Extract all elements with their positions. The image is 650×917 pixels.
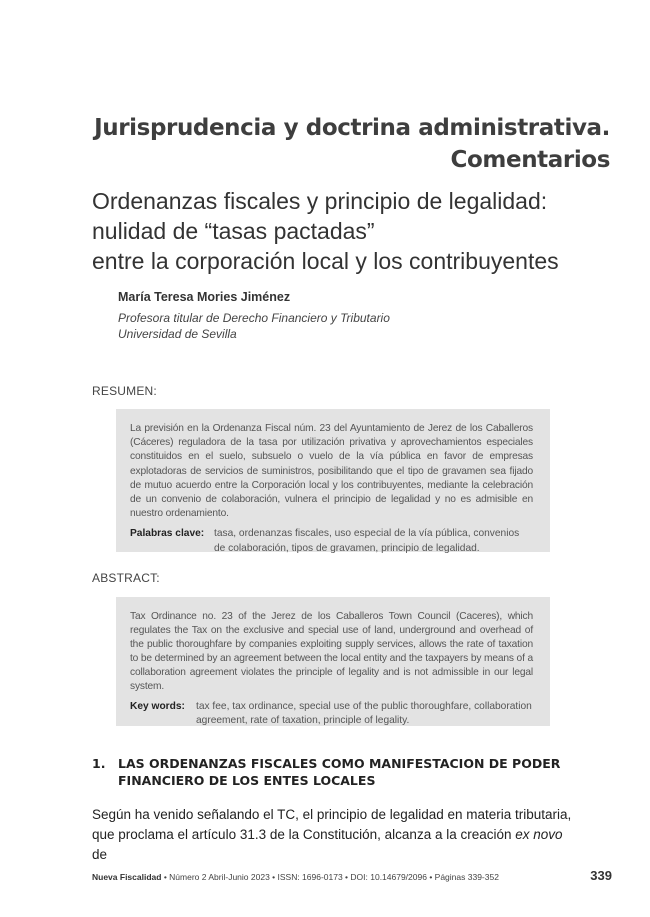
abstract-text: Tax Ordinance no. 23 of the Jerez de los Caballeros Town Council (Caceres), which regulates the Tax on the exclusive and special use of land, underground and overhead of the public thoroughfare by companies exploiting supply services, allows the rate of taxation to be determined by an agreement between the local entity and the taxpayers by means of a collaboration agreement violates the principle of legality and is not admissible in our legal system. bbox=[130, 611, 533, 692]
author-block bbox=[118, 290, 390, 342]
resumen-keywords bbox=[130, 527, 533, 555]
article-title-line: Ordenanzas fiscales y principio de legalidad: bbox=[92, 188, 548, 214]
footer-journal: Nueva Fiscalidad bbox=[92, 872, 162, 882]
resumen-label: RESUMEN: bbox=[92, 384, 157, 398]
body-text-italic: ex novo bbox=[515, 827, 563, 842]
abstract-keywords-label: Key words: bbox=[130, 701, 185, 712]
body-paragraph bbox=[92, 805, 574, 865]
resumen-box bbox=[116, 409, 550, 552]
section-title bbox=[94, 112, 610, 176]
footer-details: • Número 2 Abril-Junio 2023 • ISSN: 1696-0173 • DOI: 10.14679/2096 • Páginas 339-352 bbox=[161, 872, 499, 882]
abstract-label: ABSTRACT: bbox=[92, 571, 160, 585]
abstract-box bbox=[116, 597, 550, 726]
section-heading bbox=[92, 755, 562, 789]
page-footer bbox=[92, 868, 612, 883]
body-text-start: Según ha venido señalando el TC, el principio de legalidad en materia tributaria, que proclama el artículo 31.3 de la Constitución, alcanza a la creación bbox=[92, 807, 572, 842]
footer-info bbox=[92, 872, 499, 882]
author-affiliation: Universidad de Sevilla bbox=[118, 327, 237, 341]
body-text-end: de bbox=[92, 847, 108, 862]
author-position: Profesora titular de Derecho Financiero y Tributario bbox=[118, 311, 390, 325]
section-title-line2: Comentarios bbox=[450, 147, 610, 173]
article-title-line: nulidad de “tasas pactadas” bbox=[92, 218, 375, 244]
section-heading-text: LAS ORDENANZAS FISCALES COMO MANIFESTACION DE PODER FINANCIERO DE LOS ENTES LOCALES bbox=[118, 756, 561, 788]
resumen-keywords-label: Palabras clave: bbox=[130, 528, 205, 540]
resumen-keywords-text: tasa, ordenanzas fiscales, uso especial de la vía pública, convenios de colaboración, tipos de gravamen, principio de legalidad. bbox=[214, 528, 520, 554]
article-title-line: entre la corporación local y los contribuyentes bbox=[92, 248, 559, 274]
article-title bbox=[92, 186, 612, 276]
resumen-text: La previsión en la Ordenanza Fiscal núm. 23 del Ayuntamiento de Jerez de los Caballeros (Cáceres) reguladora de la tasa por utilización privativa y aprovechamientos especiales constituidos en el suelo, subsuelo o vuelo de la vía pública en favor de empresas explotadoras de servicios de suministros, posibilitando que el tipo de gravamen sea fijado de mutuo acuerdo entre la Corporación local y los contribuyentes, mediante la celebración de un convenio de colaboración, vulnera el principio de legalidad y no es admisible en nuestro ordenamiento. bbox=[130, 423, 533, 520]
abstract-keywords-text: tax fee, tax ordinance, special use of the public thoroughfare, collaboration agreement, rate of taxation, principle of legality. bbox=[196, 701, 532, 726]
author-name: María Teresa Mories Jiménez bbox=[118, 290, 291, 304]
section-title-line1: Jurisprudencia y doctrina administrativa. bbox=[94, 115, 610, 141]
page-number: 339 bbox=[590, 868, 612, 883]
abstract-keywords bbox=[130, 700, 533, 728]
section-number: 1. bbox=[92, 756, 106, 771]
